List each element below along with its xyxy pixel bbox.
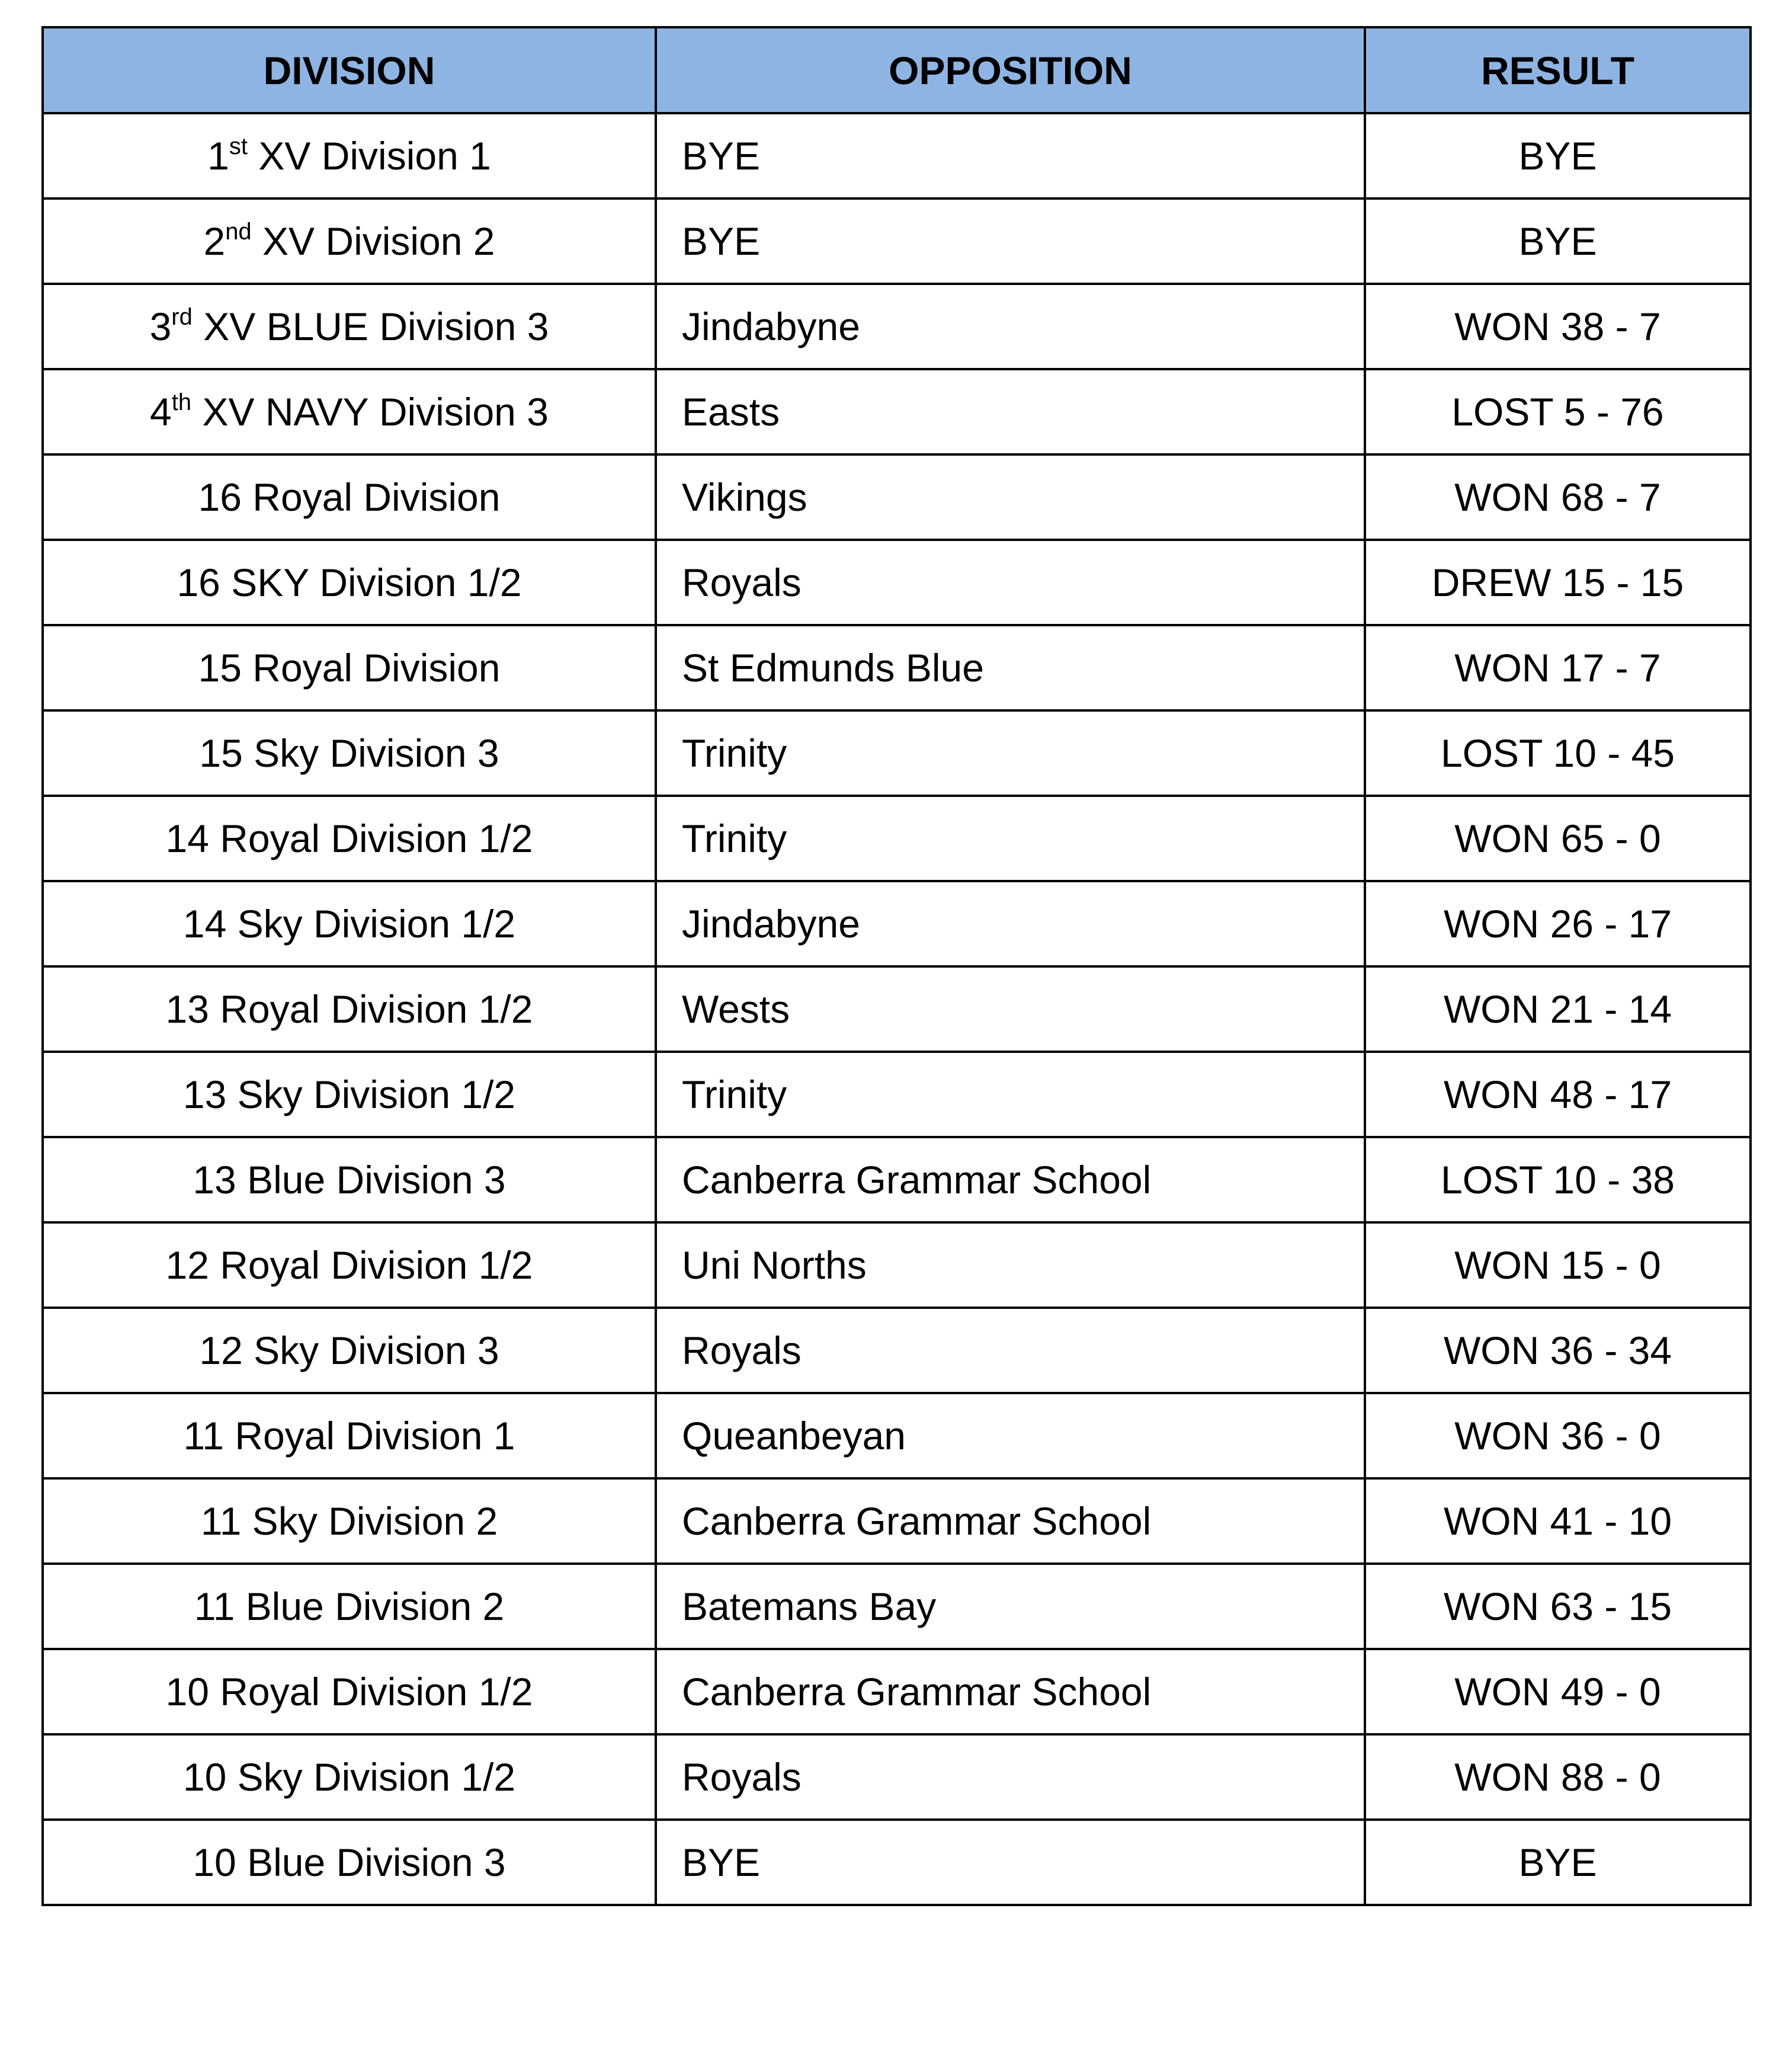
result-cell: WON 48 - 17 [1365, 1052, 1751, 1137]
division-text: 16 SKY Division 1/2 [177, 561, 522, 604]
result-cell: WON 41 - 10 [1365, 1478, 1751, 1564]
opposition-cell: Royals [656, 1308, 1365, 1393]
table-row [43, 625, 1751, 710]
opposition-cell: Canberra Grammar School [656, 1649, 1365, 1734]
opposition-cell: Royals [656, 540, 1365, 625]
division-text: 1 [207, 134, 229, 178]
division-text: 14 Royal Division 1/2 [165, 817, 533, 860]
division-cell [43, 454, 656, 540]
header-opposition: OPPOSITION [656, 27, 1365, 113]
division-cell [43, 540, 656, 625]
opposition-cell: Easts [656, 369, 1365, 454]
division-cell [43, 1222, 656, 1308]
opposition-cell: Canberra Grammar School [656, 1137, 1365, 1222]
division-text: 10 Sky Division 1/2 [182, 1755, 516, 1799]
division-text: 10 Blue Division 3 [193, 1840, 506, 1884]
result-cell: WON 68 - 7 [1365, 454, 1751, 540]
opposition-cell: Trinity [656, 796, 1365, 881]
opposition-cell: Trinity [656, 710, 1365, 796]
division-text: 15 Sky Division 3 [199, 731, 499, 775]
opposition-cell: Jindabyne [656, 284, 1365, 369]
opposition-cell: Trinity [656, 1052, 1365, 1137]
division-cell [43, 966, 656, 1052]
table-row [43, 1734, 1751, 1820]
division-cell [43, 284, 656, 369]
table-row [43, 1393, 1751, 1478]
division-text-rest: XV NAVY Division 3 [191, 390, 549, 434]
division-text: 11 Royal Division 1 [183, 1414, 515, 1458]
division-text: 11 Sky Division 2 [200, 1499, 498, 1543]
opposition-cell: Jindabyne [656, 881, 1365, 966]
result-cell: BYE [1365, 198, 1751, 284]
result-cell: DREW 15 - 15 [1365, 540, 1751, 625]
division-cell [43, 881, 656, 966]
table-row [43, 881, 1751, 966]
table-row [43, 1137, 1751, 1222]
header-result: RESULT [1365, 27, 1751, 113]
results-table [41, 26, 1752, 1906]
table-row [43, 454, 1751, 540]
result-cell: WON 36 - 0 [1365, 1393, 1751, 1478]
table-row [43, 1052, 1751, 1137]
division-cell [43, 1052, 656, 1137]
table-row [43, 1649, 1751, 1734]
ordinal-suffix: rd [171, 304, 193, 330]
result-cell: BYE [1365, 1820, 1751, 1905]
result-cell: BYE [1365, 113, 1751, 198]
division-text-rest: XV Division 2 [251, 219, 495, 263]
opposition-cell: Canberra Grammar School [656, 1478, 1365, 1564]
table-row [43, 369, 1751, 454]
table-row [43, 284, 1751, 369]
division-text: 13 Royal Division 1/2 [165, 987, 533, 1031]
table-row [43, 1222, 1751, 1308]
opposition-cell: St Edmunds Blue [656, 625, 1365, 710]
table-row [43, 1820, 1751, 1905]
division-cell [43, 1393, 656, 1478]
ordinal-suffix: nd [225, 219, 252, 245]
ordinal-suffix: st [229, 133, 248, 159]
opposition-cell: Wests [656, 966, 1365, 1052]
division-text: 11 Blue Division 2 [194, 1584, 505, 1628]
division-text: 3 [149, 305, 172, 348]
division-text: 16 Royal Division [198, 475, 501, 519]
header-row [43, 27, 1751, 113]
division-cell [43, 1734, 656, 1820]
table-row [43, 1564, 1751, 1649]
result-cell: WON 26 - 17 [1365, 881, 1751, 966]
division-cell [43, 796, 656, 881]
header-division: DIVISION [43, 27, 656, 113]
division-text: 13 Blue Division 3 [193, 1158, 506, 1202]
result-cell: WON 36 - 34 [1365, 1308, 1751, 1393]
division-cell [43, 1308, 656, 1393]
division-text: 15 Royal Division [198, 646, 501, 690]
result-cell: WON 63 - 15 [1365, 1564, 1751, 1649]
division-text: 2 [203, 219, 226, 263]
result-cell: WON 88 - 0 [1365, 1734, 1751, 1820]
table-row [43, 966, 1751, 1052]
result-cell: WON 15 - 0 [1365, 1222, 1751, 1308]
division-cell [43, 198, 656, 284]
division-text: 12 Sky Division 3 [199, 1328, 499, 1372]
result-cell: WON 17 - 7 [1365, 625, 1751, 710]
division-cell [43, 1820, 656, 1905]
opposition-cell: Vikings [656, 454, 1365, 540]
division-cell [43, 1564, 656, 1649]
table-row [43, 1478, 1751, 1564]
division-cell [43, 1649, 656, 1734]
division-text-rest: XV BLUE Division 3 [192, 305, 549, 348]
division-cell [43, 710, 656, 796]
opposition-cell: BYE [656, 113, 1365, 198]
division-text: 10 Royal Division 1/2 [165, 1670, 533, 1714]
table-row [43, 1308, 1751, 1393]
table-row [43, 113, 1751, 198]
table-row [43, 540, 1751, 625]
result-cell: WON 49 - 0 [1365, 1649, 1751, 1734]
opposition-cell: Batemans Bay [656, 1564, 1365, 1649]
table-row [43, 710, 1751, 796]
result-cell: WON 38 - 7 [1365, 284, 1751, 369]
opposition-cell: Royals [656, 1734, 1365, 1820]
division-text: 12 Royal Division 1/2 [165, 1243, 533, 1287]
result-cell: LOST 5 - 76 [1365, 369, 1751, 454]
table-row [43, 796, 1751, 881]
result-cell: WON 65 - 0 [1365, 796, 1751, 881]
division-text: 4 [150, 390, 172, 434]
division-text: 13 Sky Division 1/2 [182, 1072, 516, 1116]
ordinal-suffix: th [171, 389, 192, 415]
division-cell [43, 1478, 656, 1564]
opposition-cell: Uni Norths [656, 1222, 1365, 1308]
opposition-cell: BYE [656, 1820, 1365, 1905]
opposition-cell: Queanbeyan [656, 1393, 1365, 1478]
division-text: 14 Sky Division 1/2 [182, 902, 516, 946]
division-cell [43, 369, 656, 454]
result-cell: WON 21 - 14 [1365, 966, 1751, 1052]
result-cell: LOST 10 - 38 [1365, 1137, 1751, 1222]
table-row [43, 198, 1751, 284]
division-cell [43, 1137, 656, 1222]
division-text-rest: XV Division 1 [248, 134, 491, 178]
opposition-cell: BYE [656, 198, 1365, 284]
division-cell [43, 113, 656, 198]
result-cell: LOST 10 - 45 [1365, 710, 1751, 796]
division-cell [43, 625, 656, 710]
